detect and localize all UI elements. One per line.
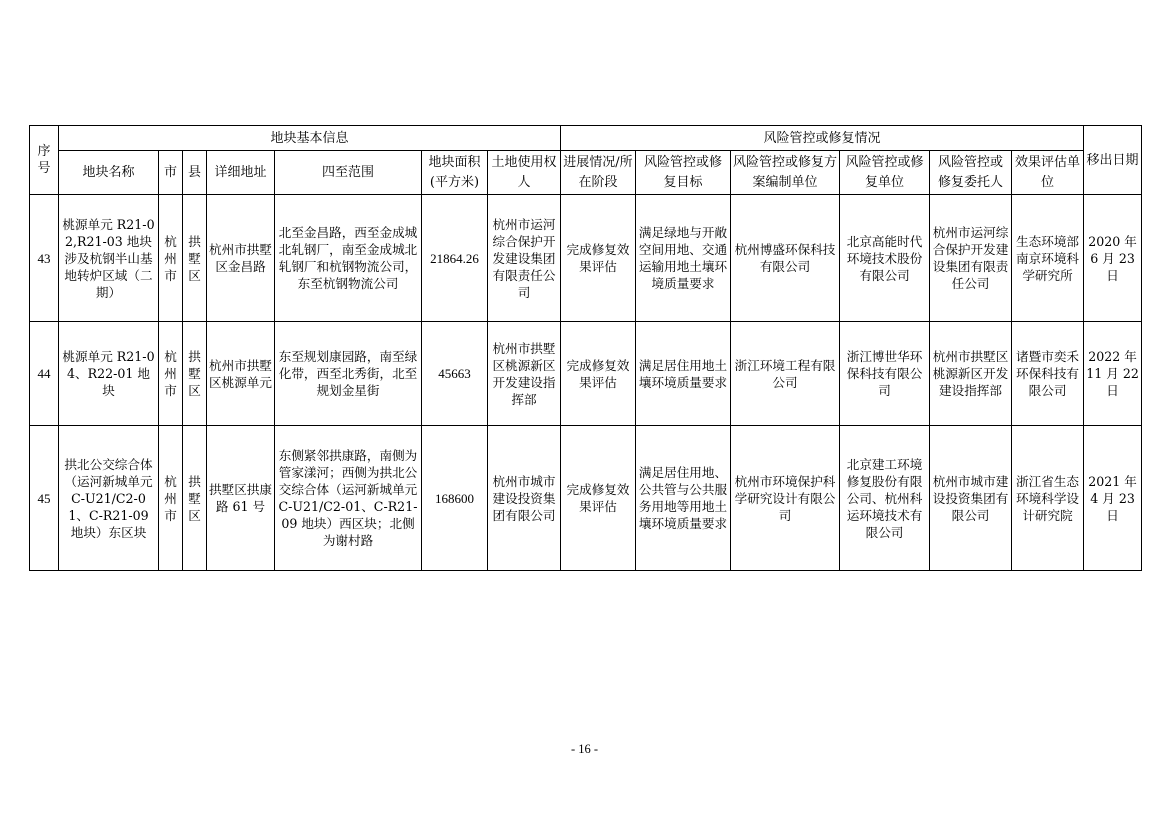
header-row-group bbox=[30, 126, 1142, 151]
header-land-user: 土地使用权人 bbox=[488, 151, 561, 195]
header-group-basic: 地块基本信息 bbox=[59, 126, 561, 151]
header-group-risk: 风险管控或修复情况 bbox=[561, 126, 1084, 151]
header-client: 风险管控或修复委托人 bbox=[930, 151, 1012, 195]
cell-address: 拱墅区拱康路 61 号 bbox=[207, 426, 275, 571]
header-plan-unit: 风险管控或修复方案编制单位 bbox=[731, 151, 840, 195]
cell-city: 杭州市 bbox=[159, 195, 183, 322]
cell-plan-unit: 杭州市环境保护科学研究设计有限公司 bbox=[731, 426, 840, 571]
cell-client: 杭州市运河综合保护开发建设集团有限责任公司 bbox=[930, 195, 1012, 322]
cell-target: 满足居住用地土壤环境质量要求 bbox=[636, 322, 731, 426]
cell-name: 桃源单元 R21-04、R22-01 地块 bbox=[59, 322, 159, 426]
header-target: 风险管控或修复目标 bbox=[636, 151, 731, 195]
header-repair-unit: 风险管控或修复单位 bbox=[840, 151, 930, 195]
table-row bbox=[30, 195, 1142, 322]
cell-county: 拱墅区 bbox=[183, 426, 207, 571]
cell-repair-unit: 北京高能时代环境技术股份有限公司 bbox=[840, 195, 930, 322]
site-table bbox=[29, 125, 1142, 571]
table-row bbox=[30, 426, 1142, 571]
cell-area: 168600 bbox=[422, 426, 488, 571]
page-number: - 16 - bbox=[570, 742, 599, 756]
cell-name: 桃源单元 R21-02,R21-03 地块涉及杭钢半山基地转炉区域（二期） bbox=[59, 195, 159, 322]
cell-eval-unit: 诸暨市奕禾环保科技有限公司 bbox=[1012, 322, 1084, 426]
cell-address: 杭州市拱墅区桃源单元 bbox=[207, 322, 275, 426]
header-bounds: 四至范围 bbox=[275, 151, 422, 195]
cell-bounds: 东侧紧邻拱康路，南侧为管家漾河；西侧为拱北公交综合体（运河新城单元 C-U21/C2-01、C-R21-09 地块）西区块；北侧为谢村路 bbox=[275, 426, 422, 571]
cell-city: 杭州市 bbox=[159, 322, 183, 426]
header-progress: 进展情况/所在阶段 bbox=[561, 151, 636, 195]
cell-land-user: 杭州市城市建设投资集团有限公司 bbox=[488, 426, 561, 571]
header-removal-date: 移出日期 bbox=[1084, 126, 1142, 195]
cell-repair-unit: 北京建工环境修复股份有限公司、杭州科运环境技术有限公司 bbox=[840, 426, 930, 571]
table-row bbox=[30, 322, 1142, 426]
header-seq: 序号 bbox=[30, 126, 59, 195]
cell-plan-unit: 杭州博盛环保科技有限公司 bbox=[731, 195, 840, 322]
header-eval-unit: 效果评估单位 bbox=[1012, 151, 1084, 195]
cell-county: 拱墅区 bbox=[183, 195, 207, 322]
header-county: 县 bbox=[183, 151, 207, 195]
cell-city: 杭州市 bbox=[159, 426, 183, 571]
cell-land-user: 杭州市运河综合保护开发建设集团有限责任公司 bbox=[488, 195, 561, 322]
header-name: 地块名称 bbox=[59, 151, 159, 195]
cell-seq: 45 bbox=[30, 426, 59, 571]
cell-seq: 43 bbox=[30, 195, 59, 322]
header-row-columns bbox=[30, 151, 1142, 195]
cell-removal-date: 2022 年 11 月 22 日 bbox=[1084, 322, 1142, 426]
cell-name: 拱北公交综合体（运河新城单元 C-U21/C2-01、C-R21-09 地块）东区块 bbox=[59, 426, 159, 571]
cell-progress: 完成修复效果评估 bbox=[561, 322, 636, 426]
cell-target: 满足居住用地、公共管与公共服务用地等用地土壤环境质量要求 bbox=[636, 426, 731, 571]
cell-client: 杭州市城市建设投资集团有限公司 bbox=[930, 426, 1012, 571]
cell-target: 满足绿地与开敞空间用地、交通运输用地土壤环境质量要求 bbox=[636, 195, 731, 322]
header-address: 详细地址 bbox=[207, 151, 275, 195]
cell-progress: 完成修复效果评估 bbox=[561, 426, 636, 571]
cell-seq: 44 bbox=[30, 322, 59, 426]
header-area: 地块面积(平方米) bbox=[422, 151, 488, 195]
cell-plan-unit: 浙江环境工程有限公司 bbox=[731, 322, 840, 426]
cell-county: 拱墅区 bbox=[183, 322, 207, 426]
header-city: 市 bbox=[159, 151, 183, 195]
cell-bounds: 东至规划康园路，南至绿化带，西至北秀街，北至规划金星街 bbox=[275, 322, 422, 426]
cell-client: 杭州市拱墅区桃源新区开发建设指挥部 bbox=[930, 322, 1012, 426]
cell-area: 45663 bbox=[422, 322, 488, 426]
cell-bounds: 北至金昌路，西至金成城北轧钢厂，南至金成城北轧钢厂和杭钢物流公司，东至杭钢物流公司 bbox=[275, 195, 422, 322]
cell-eval-unit: 生态环境部南京环境科学研究所 bbox=[1012, 195, 1084, 322]
cell-address: 杭州市拱墅区金昌路 bbox=[207, 195, 275, 322]
cell-eval-unit: 浙江省生态环境科学设计研究院 bbox=[1012, 426, 1084, 571]
cell-area: 21864.26 bbox=[422, 195, 488, 322]
cell-repair-unit: 浙江博世华环保科技有限公司 bbox=[840, 322, 930, 426]
cell-removal-date: 2021 年 4 月 23 日 bbox=[1084, 426, 1142, 571]
cell-land-user: 杭州市拱墅区桃源新区开发建设指挥部 bbox=[488, 322, 561, 426]
cell-removal-date: 2020 年 6 月 23 日 bbox=[1084, 195, 1142, 322]
cell-progress: 完成修复效果评估 bbox=[561, 195, 636, 322]
